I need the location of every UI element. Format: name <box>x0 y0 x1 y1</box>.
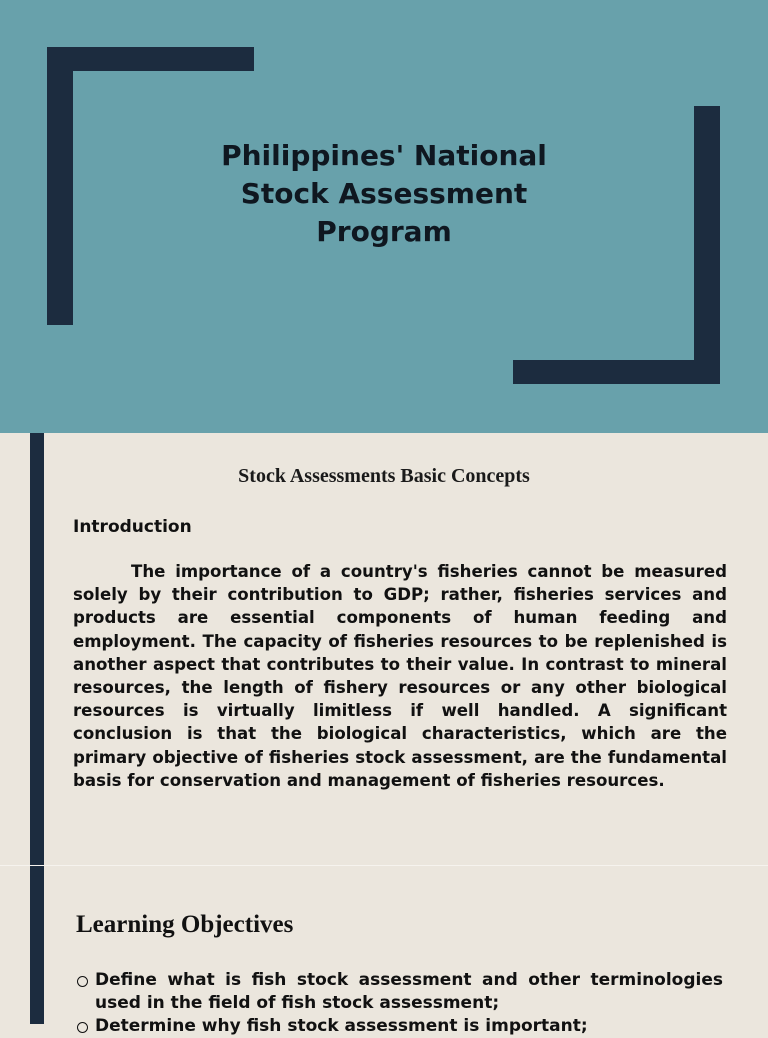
corner-bracket-bottom-right-vertical <box>694 106 720 384</box>
corner-bracket-top-left-horizontal <box>47 47 254 71</box>
list-item <box>75 1015 723 1038</box>
introduction-slide <box>0 433 768 865</box>
objectives-list <box>75 969 723 1038</box>
corner-bracket-top-left-vertical <box>47 47 73 325</box>
objectives-title: Learning Objectives <box>76 911 294 938</box>
slide-title-line-2: Stock Assessment <box>240 177 528 210</box>
circle-bullet-icon <box>77 1022 88 1033</box>
slide-title-line-1: Philippines' National <box>221 139 547 172</box>
corner-bracket-bottom-right-horizontal <box>513 360 720 384</box>
objective-text: Define what is fish stock assessment and other terminologies used in the field of fish stock assessment; <box>95 970 723 1013</box>
title-slide <box>0 0 768 433</box>
slide-heading: Stock Assessments Basic Concepts <box>238 465 530 487</box>
list-item <box>75 969 723 1015</box>
objective-text: Determine why fish stock assessment is important; <box>95 1016 588 1036</box>
introduction-paragraph: The importance of a country's fisheries cannot be measured solely by their contribution to GDP; rather, fisheries services and products are essential components of human feeding and employment. The capacity of fisheries resources to be replenished is another aspect that contributes to their value. In contrast to mineral resources, the length of fishery resources or any other biological resources is virtually limitless if well handled. A significant conclusion is that the biological characteristics, which are the primary objective of fisheries stock assessment, are the fundamental basis for conservation and management of fisheries resources. <box>73 562 727 790</box>
circle-bullet-icon <box>77 976 88 987</box>
section-label: Introduction <box>73 517 192 537</box>
learning-objectives-slide <box>0 866 768 1036</box>
slide-title-line-3: Program <box>316 215 452 248</box>
slide-accent-bar <box>30 866 44 1024</box>
slide-accent-bar <box>30 433 44 865</box>
slide-title <box>150 137 618 251</box>
